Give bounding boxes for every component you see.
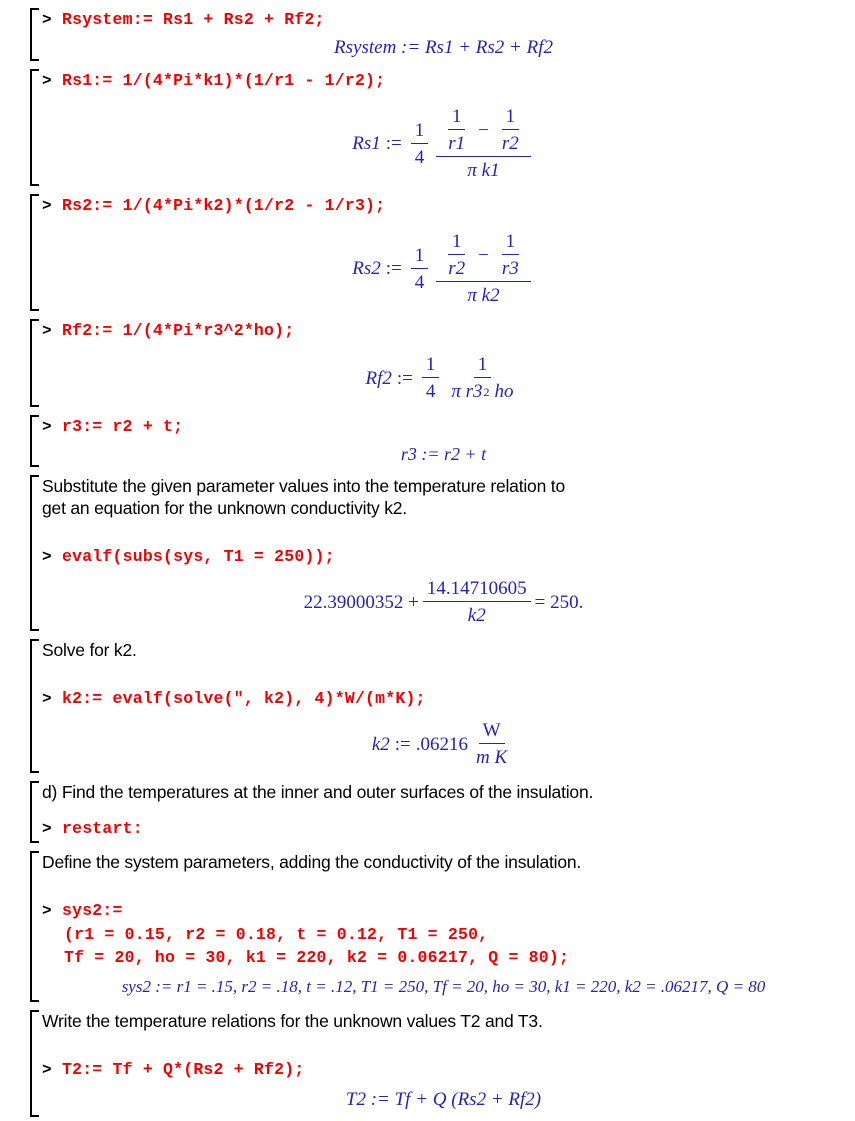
group-bracket [30,194,39,311]
blank-line [42,1032,845,1058]
execution-group-restart [0,777,855,847]
execution-group-rf2 [0,315,855,411]
superscript-2: 2 [483,384,490,399]
math-lhs: Rf2 [365,367,392,389]
fraction-14-over-k2: $\frac{14.14710605}{k2}$ [423,577,531,627]
math-assign: := [396,367,413,389]
output-rf2 [42,353,845,403]
command-input-rs1[interactable]: Rs1:= 1/(4*Pi*k1)*(1/r1 - 1/r2); [62,71,386,90]
command-row [42,69,845,93]
fraction-numerator: 1 [474,353,492,378]
fraction-one-quarter: $\frac{1}{4}$ [422,353,440,403]
execution-group-r3 [0,411,855,471]
paragraph-substitute-line1: Substitute the given parameter values into the temperature relation to [42,476,565,496]
command-input-restart[interactable]: restart: [62,819,143,838]
command-row [42,687,845,711]
group-bracket [30,475,39,631]
group-bracket [30,8,39,61]
fraction-numerator [436,105,531,157]
command-row [42,817,845,841]
command-input-t2[interactable]: T2:= Tf + Q*(Rs2 + Rf2); [62,1060,305,1079]
execution-group-rsystem [0,4,855,65]
math-lhs: k2 [371,733,390,755]
minus-sign: − [478,119,489,141]
execution-group-k2 [0,635,855,777]
blank-line [42,803,845,817]
command-input-rf2[interactable]: Rf2:= 1/(4*Pi*r3^2*ho); [62,321,295,340]
math-lhs: Rs2 [352,258,381,279]
command-input-sys2-line3[interactable]: Tf = 20, ho = 30, k1 = 220, k2 = 0.06217, Q = 80); [64,948,570,967]
execution-group-t2 [0,1006,855,1121]
maple-prompt: > [42,1061,52,1079]
output-rsystem: Rsystem := Rs1 + Rs2 + Rf2 [334,37,553,58]
paragraph-write-relations: Write the temperature relations for the unknown values T2 and T3. [42,1011,543,1031]
fraction-denominator: π k1 [467,160,500,181]
maple-prompt: > [42,322,52,340]
fraction-1-over-r3: $\frac{1}{r3}$ [501,231,519,279]
fraction-1-over-r2: 1 r2 [448,231,466,279]
math-lhs: Rs1 [352,133,381,154]
fraction-main [436,230,531,307]
command-row [42,1058,845,1082]
maple-prompt: > [42,418,52,436]
command-input-rsystem[interactable]: Rsystem:= Rs1 + Rs2 + Rf2; [62,10,325,29]
fraction-main [447,353,517,403]
math-assign: := [385,133,402,154]
fraction-main [436,105,531,182]
equation-left: 22.39000352 + [303,591,419,613]
command-input-evalf[interactable]: evalf(subs(sys, T1 = 250)); [62,547,335,566]
blank-line [42,661,845,687]
command-row [42,415,845,439]
minus-sign: − [478,244,489,266]
command-row [42,899,845,923]
command-input-r3[interactable]: r3:= r2 + t; [62,417,184,436]
maple-prompt: > [42,197,52,215]
command-row [42,319,845,343]
output-k2 [42,719,845,769]
execution-group-rs2 [0,190,855,315]
math-assign: := [385,258,402,279]
fraction-1-over-r1: 1 r1 [448,106,466,154]
fraction-one-quarter: $\frac{1}{4}$ [411,244,429,294]
paragraph-solve: Solve for k2. [42,640,137,660]
execution-group-sys2 [0,847,855,1006]
paragraph-part-d: d) Find the temperatures at the inner and outer surfaces of the insulation. [42,782,594,802]
fraction-w-over-mk: W m K [476,720,508,768]
command-row [42,545,845,569]
math-assign: := [394,733,411,755]
group-bracket [30,415,39,467]
fraction-denominator: π k2 [467,285,500,306]
command-input-rs2[interactable]: Rs2:= 1/(4*Pi*k2)*(1/r2 - 1/r3); [62,196,386,215]
group-bracket [30,781,39,843]
group-bracket [30,319,39,407]
execution-group-rs1 [0,65,855,190]
maple-prompt: > [42,902,52,920]
group-bracket [30,69,39,186]
output-sys2: sys2 := r1 = .15, r2 = .18, t = .12, T1 = 250, Tf = 20, ho = 30, k1 = 220, k2 = .06217, Q = 80 [121,977,766,996]
fraction-one-quarter: $\frac{1}{4}$ [411,119,429,169]
fraction-numerator [436,230,531,282]
paragraph-substitute-line2: get an equation for the unknown conductivity k2. [42,498,407,518]
command-input-sys2-line1[interactable]: sys2:= [62,901,123,920]
group-bracket [30,851,39,1002]
maple-prompt: > [42,690,52,708]
output-r3: r3 := r2 + t [400,444,487,464]
output-rs2 [42,230,845,307]
blank-line [42,873,845,899]
command-row [42,8,845,32]
output-evalf-equation [42,577,845,627]
k2-value: .06216 [415,733,469,755]
maple-prompt: > [42,820,52,838]
fraction-1-over-r2: $\frac{1}{r2}$ [501,106,519,154]
command-row [42,194,845,218]
command-input-k2[interactable]: k2:= evalf(solve(", k2), 4)*W/(m*K); [62,689,426,708]
group-bracket [30,639,39,773]
command-input-sys2-line2[interactable]: (r1 = 0.15, r2 = 0.18, t = 0.12, T1 = 250, [64,925,489,944]
paragraph-define: Define the system parameters, adding the conductivity of the insulation. [42,852,582,872]
maple-prompt: > [42,11,52,29]
fraction-denominator: π r3 2 ho [451,381,514,402]
blank-line [42,519,845,545]
output-t2: T2 := Tf + Q (Rs2 + Rf2) [345,1089,542,1110]
output-rs1 [42,105,845,182]
maple-prompt: > [42,548,52,566]
maple-prompt: > [42,72,52,90]
execution-group-evalf [0,471,855,635]
equation-right: = 250. [534,591,584,613]
